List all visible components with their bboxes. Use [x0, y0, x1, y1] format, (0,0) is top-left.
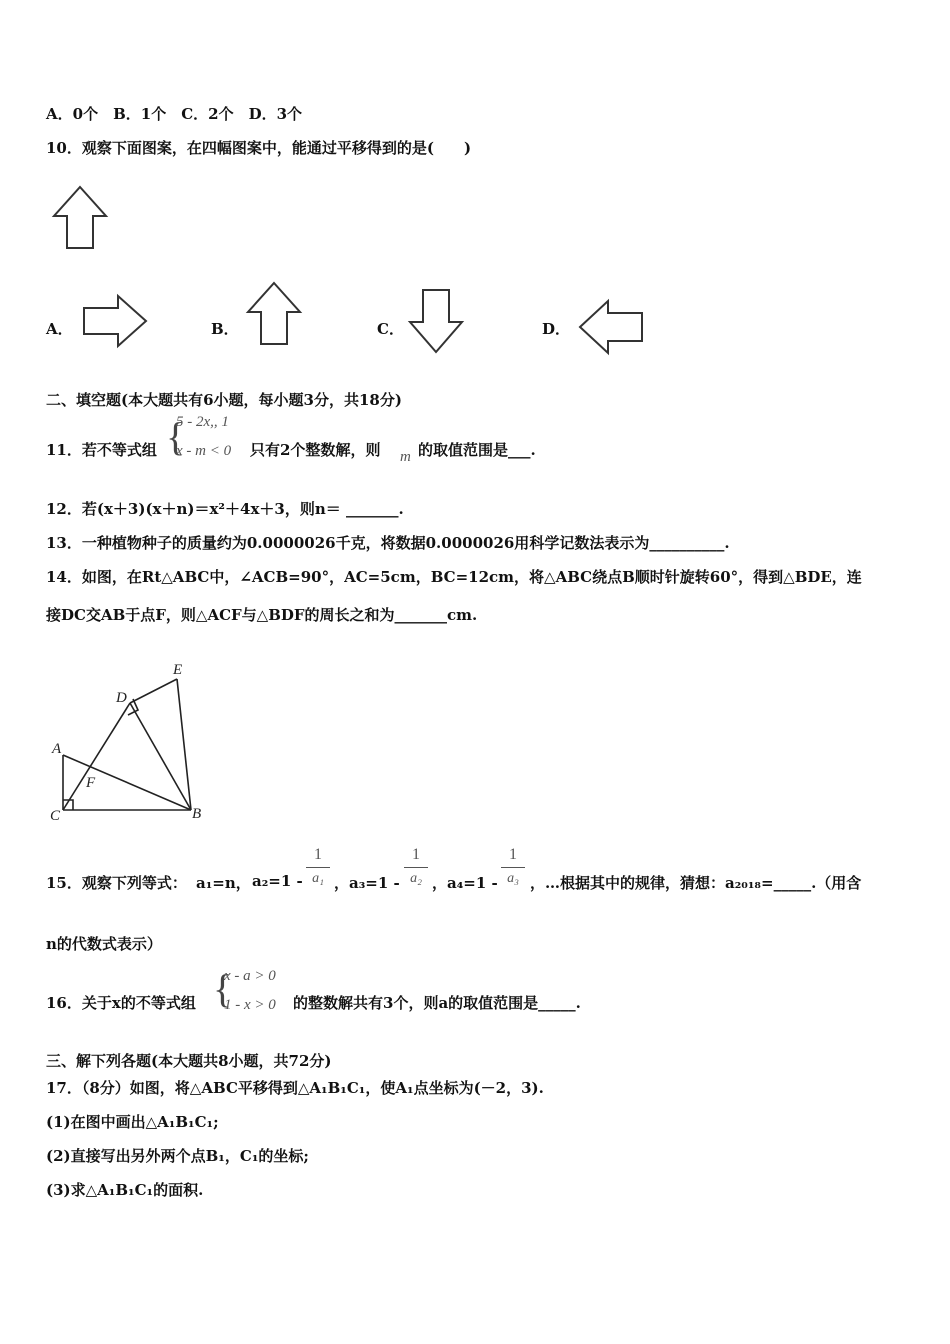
label-c: C — [50, 808, 61, 824]
q15-fraction-3-denominator: a₃ — [507, 871, 519, 886]
q15-fraction-2-denominator: a₂ — [410, 871, 422, 886]
label-f: F — [86, 775, 96, 791]
q11-prefix: 11．若不等式组 — [46, 441, 157, 459]
q10-option-c-arrow-down — [408, 288, 464, 354]
q15-prefix: 15．观察下列等式： — [46, 874, 187, 892]
q16-ineq-line2: 1 - x > 0 — [224, 997, 276, 1013]
q17-part3: (3)求△A₁B₁C₁的面积. — [46, 1181, 204, 1199]
q14-line1: 14．如图，在Rt△ABC中，∠ACB=90°，AC=5cm，BC=12cm，将△ABC绕点B顺时针旋转60°，得到△BDE，连 — [46, 568, 862, 586]
q15-a4: ，a₄=1 - — [432, 874, 498, 892]
q15-a1: a₁=n， — [196, 874, 251, 892]
q15-fraction-2 — [404, 846, 428, 887]
q15-fraction-1 — [306, 846, 330, 887]
q14-triangle-diagram — [44, 658, 214, 828]
q10-option-a-arrow-right — [82, 294, 148, 348]
q10-option-b-arrow-up — [246, 282, 302, 346]
q10-stem: 10．观察下面图案，在四幅图案中，能通过平移得到的是( ) — [46, 139, 472, 157]
q15-fraction-1-denominator: a₁ — [312, 871, 324, 886]
q16-brace: { — [213, 966, 233, 1011]
q15-fraction-1-numerator: 1 — [314, 846, 322, 863]
section3-title: 三、解下列各题(本大题共8小题，共72分) — [46, 1052, 332, 1070]
q14-line2: 接DC交AB于点F，则△ACF与△BDF的周长之和为_______cm. — [46, 606, 478, 624]
q12-text: 12．若(x＋3)(x＋n)＝x²＋4x＋3，则n＝ _______. — [46, 500, 404, 518]
q10-option-d-label: D． — [542, 320, 571, 338]
label-e: E — [173, 662, 183, 678]
q15-fraction-2-numerator: 1 — [412, 846, 420, 863]
q11-brace: { — [166, 414, 186, 459]
q10-option-d-arrow-left — [578, 299, 644, 355]
q15-suffix: ，…根据其中的规律，猜想：a₂₀₁₈=_____.（用含 — [530, 874, 862, 892]
q11-suffix: 的取值范围是___. — [418, 441, 536, 459]
q11-mid: 只有2个整数解，则 — [250, 441, 381, 459]
q11-ineq-line2: x - m < 0 — [176, 443, 232, 459]
q9-options: A．0个 B．1个 C．2个 D．3个 — [46, 105, 303, 123]
q15-line2: n的代数式表示） — [46, 935, 162, 953]
label-a: A — [52, 741, 62, 757]
q16-suffix: 的整数解共有3个，则a的取值范围是_____. — [293, 994, 581, 1012]
q11-ineq-line1: 5 - 2x,, 1 — [176, 414, 229, 430]
q15-a3: ，a₃=1 - — [334, 874, 400, 892]
q16-ineq-line1: x - a > 0 — [224, 968, 276, 984]
label-b: B — [192, 806, 202, 822]
q13-text: 13．一种植物种子的质量约为0.0000026千克，将数据0.0000026用科学记数法表示为__________. — [46, 534, 730, 552]
q11-var-m: m — [400, 449, 411, 465]
section2-title: 二、填空题(本大题共有6小题，每小题3分，共18分) — [46, 391, 402, 409]
q15-a2: a₂=1 - — [252, 872, 303, 890]
q10-option-a-label: A． — [46, 320, 73, 338]
label-d: D — [116, 690, 127, 706]
q15-fraction-3 — [501, 846, 525, 887]
q10-option-b-label: B． — [211, 320, 239, 338]
q15-fraction-3-numerator: 1 — [509, 846, 517, 863]
q17-part1: (1)在图中画出△A₁B₁C₁; — [46, 1113, 219, 1131]
q16-prefix: 16．关于x的不等式组 — [46, 994, 196, 1012]
q10-reference-arrow-up — [52, 186, 108, 250]
q17-stem: 17．（8分）如图，将△ABC平移得到△A₁B₁C₁，使A₁点坐标为(－2，3). — [46, 1079, 544, 1097]
q10-option-c-label: C． — [377, 320, 404, 338]
q17-part2: (2)直接写出另外两个点B₁，C₁的坐标; — [46, 1147, 309, 1165]
